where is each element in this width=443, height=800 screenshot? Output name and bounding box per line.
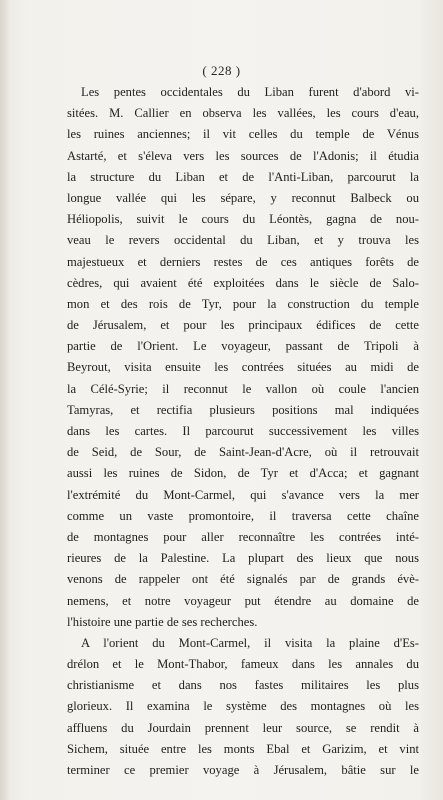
text-line: glorieux. Il examina le système des montagnes où les — [67, 699, 419, 714]
text-line: la structure du Liban et de l'Anti-Liban, parcourut la — [67, 169, 419, 184]
text-line: l'extrémité du Mont-Carmel, qui s'avance vers la mer — [67, 487, 419, 502]
text-line: aussi les ruines de Sidon, de Tyr et d'Acca; et gagnant — [67, 466, 419, 481]
text-line: Tamyras, et rectifia plusieurs positions mal indiquées — [67, 402, 419, 417]
text-line: Sichem, située entre les monts Ebal et Garizim, et vint — [67, 741, 419, 756]
text-line: comme un vaste promontoire, il traversa cette chaîne — [67, 508, 419, 523]
text-line: sitées. M. Callier en observa les vallées, les cours d'eau, — [67, 106, 419, 121]
text-line: Astarté, et s'éleva vers les sources de l'Adonis; il étudia — [67, 148, 419, 163]
text-line: les ruines anciennes; il vit celles du temple de Vénus — [67, 127, 419, 142]
text-line: de Jérusalem, et pour les principaux édifices de cette — [67, 318, 419, 333]
text-line: longue vallée qui les sépare, y reconnut Balbeck ou — [67, 190, 419, 205]
text-line: veau le revers occidental du Liban, et y trouva les — [67, 233, 419, 248]
text-line: mon et des rois de Tyr, pour la construction du temple — [67, 296, 419, 311]
text-line: de Seid, de Sour, de Saint-Jean-d'Acre, où il retrouvait — [67, 445, 419, 460]
text-line: A l'orient du Mont-Carmel, il visita la plaine d'Es- — [81, 635, 419, 650]
text-line: majestueux et derniers restes de ces antiques forêts de — [67, 254, 419, 269]
page-gutter-shadow — [0, 0, 10, 800]
text-line: la Célé-Syrie; il reconnut le vallon où coule l'ancien — [67, 381, 419, 396]
text-line: nemens, et notre voyageur put étendre au domaine de — [67, 593, 419, 608]
text-line: venons de rappeler ont été signalés par de grands évè- — [67, 572, 419, 587]
text-line: christianisme et dans nos fastes militaires les plus — [67, 678, 419, 693]
body-text — [67, 82, 419, 781]
text-line: cèdres, qui avaient été exploitées dans le siècle de Salo- — [67, 275, 419, 290]
text-line: drélon et le Mont-Thabor, fameux dans les annales du — [67, 657, 419, 672]
text-line: rieures de la Palestine. La plupart des lieux que nous — [67, 551, 419, 566]
text-line: Beyrout, visita ensuite les contrées situées au midi de — [67, 360, 419, 375]
text-line: terminer ce premier voyage à Jérusalem, bâtie sur le — [67, 763, 419, 777]
text-line: affluens du Jourdain prennent leur source, se rendit à — [67, 720, 419, 735]
text-line: dans les cartes. Il parcourut successivement les villes — [67, 424, 419, 438]
text-line: partie de l'Orient. Le voyageur, passant de Tripoli à — [67, 339, 419, 354]
text-line: l'histoire une partie de ses recherches. — [67, 614, 258, 629]
text-line: Les pentes occidentales du Liban furent d'abord vi- — [81, 85, 419, 99]
text-line: Héliopolis, suivit le cours du Léontès, gagna de nou- — [67, 212, 419, 227]
page-number: ( 228 ) — [202, 63, 241, 78]
text-line: de montagnes pour aller reconnaître les contrées inté- — [67, 529, 419, 544]
